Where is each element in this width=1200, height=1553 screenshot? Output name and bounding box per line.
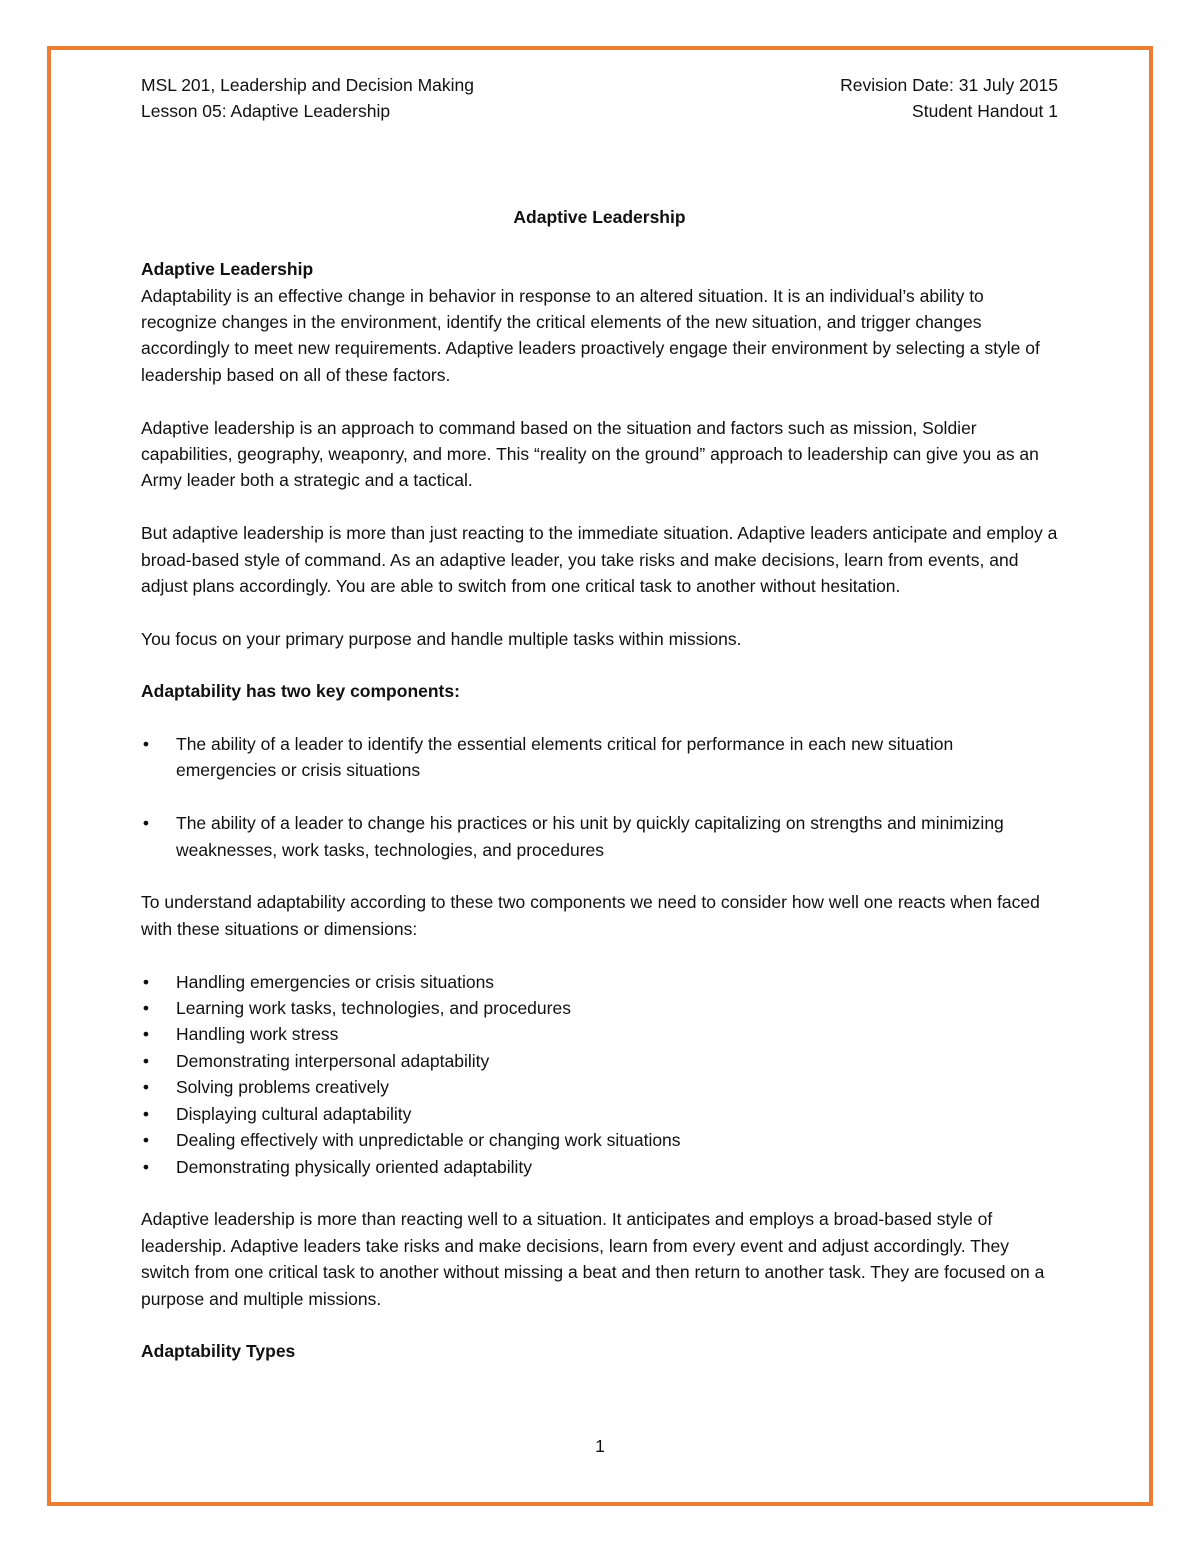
paragraph-closing: Adaptive leadership is more than reacting well to a situation. It anticipates and employs a broad-based style of leadership. Adaptive leaders take risks and make decisions, learn from every event and adjust accordingly. They switch from one critical task to another without missing a beat and then return to another task. They are focused on a purpose and multiple missions.	[141, 1209, 1045, 1309]
list-item	[141, 731, 1058, 784]
components-list	[141, 731, 1058, 863]
bullet-icon: •	[142, 971, 150, 992]
header-row-1	[141, 72, 1058, 98]
bullet-icon: •	[142, 1077, 150, 1098]
list-item	[141, 995, 1058, 1021]
list-item-text: Handling emergencies or crisis situations	[176, 971, 495, 992]
list-item	[141, 1127, 1058, 1153]
section-heading-components: Adaptability has two key components:	[141, 681, 460, 702]
list-item-text: The ability of a leader to identify the essential elements critical for performance in each new situation emergencies or crisis situations	[176, 734, 954, 781]
list-item	[141, 810, 1058, 863]
bullet-icon: •	[142, 734, 150, 755]
list-item	[141, 1074, 1058, 1100]
list-item-text: Handling work stress	[176, 1024, 339, 1045]
lesson-title: Lesson 05: Adaptive Leadership	[141, 101, 391, 122]
list-item-text: Demonstrating physically oriented adaptability	[176, 1156, 533, 1177]
course-title: MSL 201, Leadership and Decision Making	[141, 75, 475, 95]
bullet-icon: •	[142, 1103, 150, 1124]
list-item	[141, 1021, 1058, 1047]
paragraph-definition: Adaptability is an effective change in behavior in response to an altered situation. It is an individual’s ability to recognize changes in the environment, identify the critical elements of the new situation, and trigger changes accordingly to meet new requirements. Adaptive leaders proactively engage their environment by selecting a style of leadership based on all of these factors.	[141, 285, 1040, 385]
bullet-icon: •	[142, 813, 150, 834]
revision-date: Revision Date: 31 July 2015	[840, 75, 1058, 95]
paragraph-dimensions-intro: To understand adaptability according to these two components we need to consider how well one reacts when faced with these situations or dimensions:	[141, 892, 1040, 939]
list-item-text: Solving problems creatively	[176, 1077, 390, 1098]
list-item-text: Learning work tasks, technologies, and procedures	[176, 998, 571, 1019]
paragraph-approach: Adaptive leadership is an approach to command based on the situation and factors such as mission, Soldier capabilities, geography, weaponry, and more. This “reality on the ground” approach to leadership can give you as an Army leader both a strategic and a tactical.	[141, 417, 1039, 491]
list-item	[141, 1154, 1058, 1180]
bullet-icon: •	[142, 1130, 150, 1151]
list-item-text: Demonstrating interpersonal adaptability	[176, 1050, 490, 1071]
list-item	[141, 1101, 1058, 1127]
bullet-icon: •	[142, 1024, 150, 1045]
page-number: 1	[595, 1436, 605, 1456]
dimensions-list	[141, 969, 1058, 1180]
document-body	[141, 72, 1058, 1364]
section-heading-types: Adaptability Types	[141, 1340, 296, 1361]
handout-label: Student Handout 1	[912, 101, 1058, 122]
paragraph-anticipate: But adaptive leadership is more than just reacting to the immediate situation. Adaptive leaders anticipate and employ a broad-based style of command. As an adaptive leader, you take risks and make decisions, learn from events, and adjust plans accordingly. You are able to switch from one critical task to another without hesitation.	[141, 523, 1058, 597]
header-row-2	[141, 98, 1058, 124]
list-item	[141, 969, 1058, 995]
list-item-text: Dealing effectively with unpredictable or changing work situations	[176, 1130, 681, 1151]
list-item	[141, 1048, 1058, 1074]
bullet-icon: •	[142, 998, 150, 1019]
list-item-text: Displaying cultural adaptability	[176, 1103, 412, 1124]
bullet-icon: •	[142, 1156, 150, 1177]
bullet-icon: •	[142, 1050, 150, 1071]
paragraph-focus: You focus on your primary purpose and handle multiple tasks within missions.	[141, 628, 742, 649]
section-heading-adaptive-leadership: Adaptive Leadership	[141, 259, 314, 280]
document-title: Adaptive Leadership	[513, 206, 686, 227]
list-item-text: The ability of a leader to change his practices or his unit by quickly capitalizing on strengths and minimizing weaknesses, work tasks, technologies, and procedures	[176, 813, 1004, 860]
